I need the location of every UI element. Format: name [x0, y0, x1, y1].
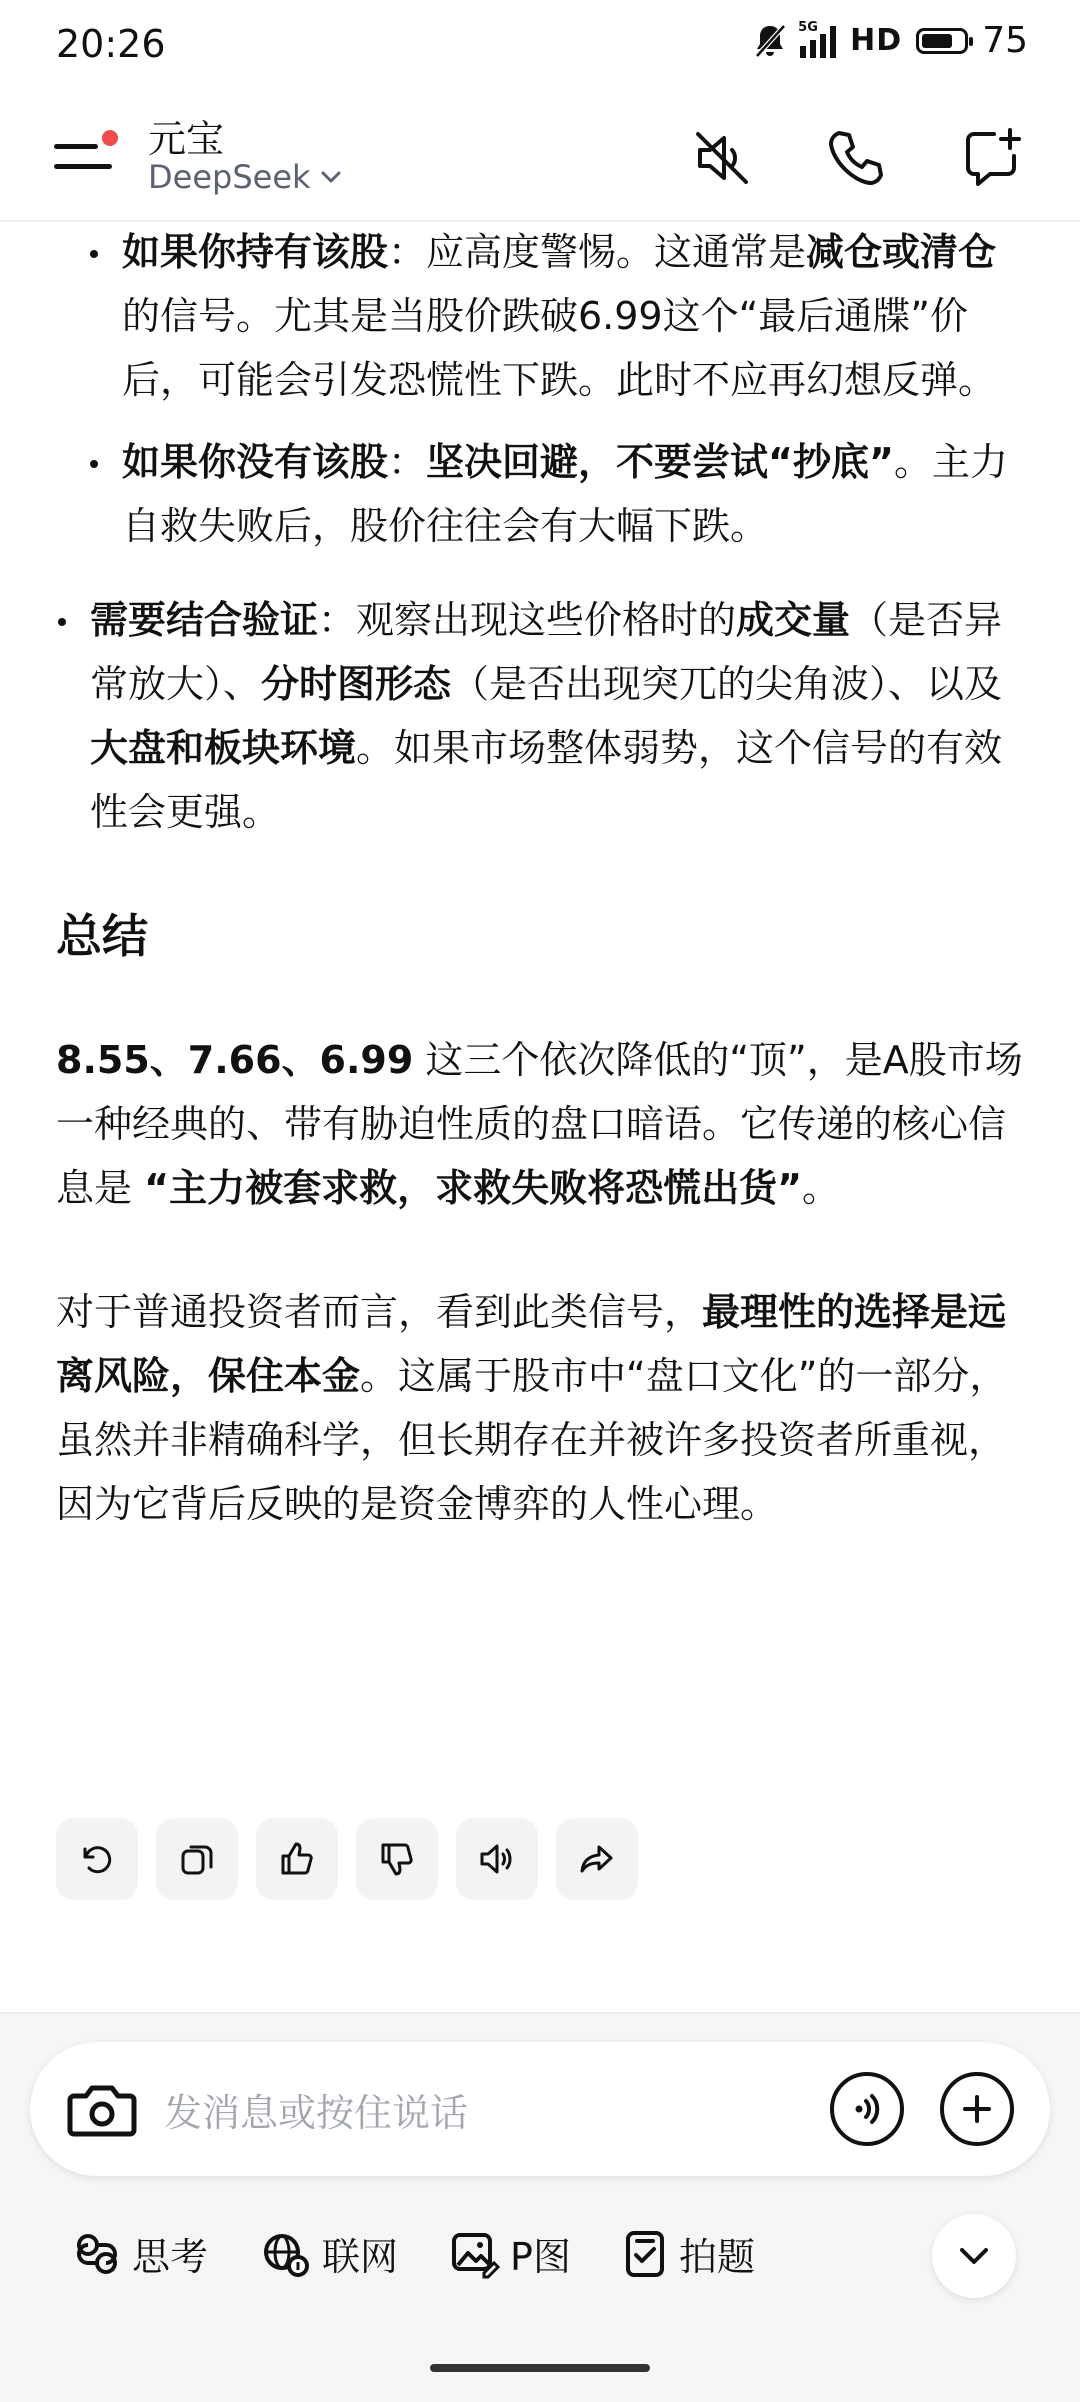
tool-bar	[72, 2226, 755, 2281]
add-button[interactable]	[940, 2072, 1014, 2146]
collapse-tools-button[interactable]	[932, 2214, 1016, 2298]
app-title: 元宝	[148, 117, 225, 161]
hd-indicator: HD	[850, 23, 903, 58]
message-input-bar[interactable]	[30, 2042, 1050, 2176]
model-selector[interactable]	[148, 158, 343, 196]
camera-icon	[66, 2078, 138, 2142]
status-time: 20:26	[56, 22, 166, 66]
read-aloud-button[interactable]	[456, 1818, 538, 1900]
chevron-down-icon	[956, 2244, 992, 2268]
call-button[interactable]	[818, 120, 894, 196]
battery-level: 75	[982, 20, 1028, 61]
think-toggle[interactable]	[72, 2226, 208, 2281]
phone-icon	[825, 127, 887, 189]
globe-icon	[260, 2228, 312, 2280]
mute-bell-icon	[754, 23, 786, 59]
pimage-label: P图	[510, 2235, 571, 2279]
message-input[interactable]: 发消息或按住说话	[164, 2091, 469, 2135]
thumbs-up-icon	[277, 1839, 317, 1879]
thumbs-down-icon	[377, 1839, 417, 1879]
voice-wave-icon	[847, 2089, 887, 2129]
signal-icon: 5G	[800, 24, 836, 58]
chevron-down-icon	[319, 169, 343, 185]
speaker-off-icon	[690, 126, 754, 190]
new-chat-button[interactable]	[954, 120, 1030, 196]
status-icons	[754, 20, 1028, 61]
list-item: 如果你没有该股：坚决回避，不要尝试“抄底”。主力自救失败后，股价往往会有大幅下跌。	[56, 430, 1026, 558]
list-item: 如果你持有该股：应高度警惕。这通常是减仓或清仓的信号。尤其是当股价跌破6.99这个“最后通牒”价后，可能会引发恐慌性下跌。此时不应再幻想反弹。	[56, 220, 1026, 412]
chat-response	[56, 220, 1026, 1536]
refresh-icon	[77, 1839, 117, 1879]
image-edit-button[interactable]	[450, 2226, 571, 2281]
regenerate-button[interactable]	[56, 1818, 138, 1900]
composer-panel	[0, 2012, 1080, 2402]
image-edit-icon	[450, 2229, 500, 2279]
think-label: 思考	[132, 2235, 209, 2279]
new-chat-icon	[960, 126, 1024, 190]
menu-button[interactable]	[50, 128, 114, 182]
like-button[interactable]	[256, 1818, 338, 1900]
summary-paragraph: 8.55、7.66、6.99 这三个依次降低的“顶”，是A股市场一种经典的、带有胁迫性质的盘口暗语。它传递的核心信息是 “主力被套求救，求救失败将恐慌出货”。	[56, 1038, 1023, 1210]
app-header	[0, 92, 1080, 222]
message-actions	[56, 1818, 638, 1900]
photo-question-button[interactable]	[623, 2226, 755, 2281]
list-item: 需要结合验证：观察出现这些价格时的成交量（是否异常放大）、分时图形态（是否出现突兀的尖角波）、以及大盘和板块环境。如果市场整体弱势，这个信号的有效性会更强。	[56, 588, 1026, 844]
dislike-button[interactable]	[356, 1818, 438, 1900]
home-indicator[interactable]	[430, 2364, 650, 2372]
web-search-toggle[interactable]	[260, 2226, 398, 2281]
photo-question-label: 拍题	[678, 2235, 755, 2279]
notification-dot	[102, 130, 118, 146]
speaker-icon	[477, 1839, 517, 1879]
status-bar	[0, 0, 1080, 92]
copy-icon	[177, 1839, 217, 1879]
copy-button[interactable]	[156, 1818, 238, 1900]
camera-button[interactable]	[64, 2072, 140, 2148]
voice-button[interactable]	[830, 2072, 904, 2146]
photo-question-icon	[623, 2229, 669, 2279]
advice-paragraph: 对于普通投资者而言，看到此类信号，最理性的选择是远离风险，保住本金。这属于股市中“盘口文化”的一部分，虽然并非精确科学，但长期存在并被许多投资者所重视，因为它背后反映的是资金博弈的人性心理。	[56, 1290, 1008, 1526]
mute-voice-button[interactable]	[684, 120, 760, 196]
web-label: 联网	[322, 2235, 399, 2279]
plus-icon	[959, 2091, 995, 2127]
battery-icon	[916, 28, 968, 54]
section-heading: 总结	[56, 909, 148, 963]
think-icon	[72, 2229, 122, 2279]
share-button[interactable]	[556, 1818, 638, 1900]
model-name: DeepSeek	[148, 158, 311, 196]
share-icon	[577, 1839, 617, 1879]
